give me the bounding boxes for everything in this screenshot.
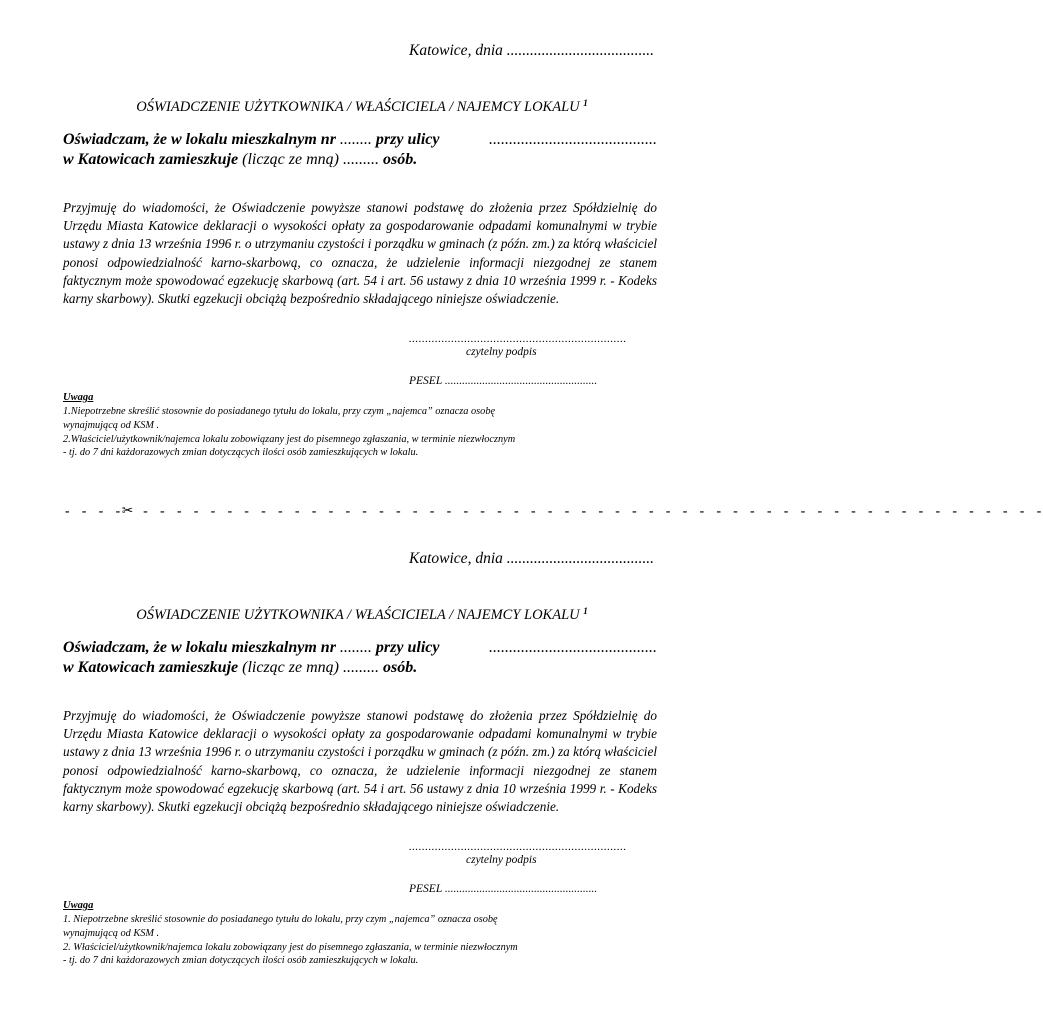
note-line: 2. Właściciel/użytkownik/najemca lokalu zobowiązany jest do pisemnego zgłaszania, w terminie niezwłocznym [63, 941, 518, 953]
declaration-statement [63, 130, 657, 170]
declaration-line-2 [63, 658, 657, 678]
note-line: 1.Niepotrzebne skreślić stosownie do posiadanego tytułu do lokalu, przy czym „najemca” oznacza osobę [63, 406, 496, 417]
note-line: wynajmującą od KSM . [63, 419, 160, 431]
apartment-number-blank: ........ [335, 131, 376, 148]
note-line: 1. Niepotrzebne skreślić stosownie do posiadanego tytułu do lokalu, przy czym „najemca” oznacza osobę [63, 914, 498, 925]
pesel-field: PESEL ..................................................... [409, 883, 598, 895]
title-footnote-marker: 1 [583, 98, 588, 108]
declaration-apartment-label: Oświadczam, że w lokalu mieszkalnym nr [63, 639, 336, 656]
place-date-line: Katowice, dnia ...................................... [409, 42, 654, 59]
scissors-icon: ✂ [122, 500, 133, 521]
declaration-apartment-label: Oświadczam, że w lokalu mieszkalnym nr [63, 131, 336, 148]
declaration-line-1 [63, 638, 657, 658]
note-line: - tj. do 7 dni każdorazowych zmian dotyczących ilości osób zamieszkujących w lokalu. [63, 955, 419, 967]
declaration-street-label: przy ulicy [375, 131, 440, 148]
declaration-residents-label: w Katowicach zamieszkuje [63, 659, 239, 676]
note-line: wynajmującą od KSM . [63, 927, 160, 939]
form-copy-bottom [0, 508, 724, 998]
notes-list [63, 913, 663, 968]
signature-line: ................................................................... [409, 333, 627, 345]
acknowledgement-paragraph: Przyjmuję do wiadomości, że Oświadczenie powyższe stanowi podstawę do złożenia przez Spółdzielnię do Urzędu Miasta Katowice deklaracji o wysokości opłaty za gospodarowanie odpadami komunalnymi w trybie ustawy z dnia 13 września 1996 r. o utrzymaniu czystości i porządku w gminach (z późn. zm.) za którą właściciel ponosi odpowiedzialność karno-skarbową, co oznacza, że udzielenie informacji niezgodnej ze stanem faktycznym może spowodować egzekucję skarbową (art. 54 i art. 56 ustawy z dnia 10 września 1999 r. - Kodeks karny skarbowy). Skutki egzekucji obciążą bezpośrednio składającego niniejsze oświadczenie. [63, 200, 657, 307]
signature-line: ................................................................... [409, 841, 627, 853]
pesel-field: PESEL ..................................................... [409, 375, 598, 387]
form-copy-top [0, 0, 724, 490]
declaration-line-1 [63, 130, 657, 150]
place-date-line: Katowice, dnia ...................................... [409, 550, 654, 567]
note-line: - tj. do 7 dni każdorazowych zmian dotyczących ilości osób zamieszkujących w lokalu. [63, 447, 419, 459]
notes-heading: Uwaga [63, 392, 94, 403]
resident-count-blank: (licząc ze mną) ......... [238, 659, 383, 676]
signature-label: czytelny podpis [466, 854, 537, 866]
apartment-number-blank: ........ [335, 639, 376, 656]
declaration-persons-label: osób. [382, 151, 418, 168]
declaration-statement [63, 638, 657, 678]
declaration-line-2 [63, 150, 657, 170]
cut-line-dashes-left: - - - - [63, 504, 123, 520]
notes-list [63, 405, 663, 460]
cut-line-dashes-right: - - - - - - - - - - - - - - - - - - - - - - - - - - - - - - - - - - - - - - - - - - - - - - - - - - - - - - [132, 504, 1043, 520]
form-title [0, 98, 724, 116]
declaration-persons-label: osób. [382, 659, 418, 676]
form-title-text: OŚWIADCZENIE UŻYTKOWNIKA / WŁAŚCICIELA / NAJEMCY LOKALU [136, 99, 580, 115]
street-name-blank: .......................................... [489, 639, 657, 656]
note-line: 2.Właściciel/użytkownik/najemca lokalu zobowiązany jest do pisemnego zgłaszania, w terminie niezwłocznym [63, 433, 516, 445]
form-title [0, 606, 724, 624]
acknowledgement-paragraph: Przyjmuję do wiadomości, że Oświadczenie powyższe stanowi podstawę do złożenia przez Spółdzielnię do Urzędu Miasta Katowice deklaracji o wysokości opłaty za gospodarowanie odpadami komunalnymi w trybie ustawy z dnia 13 września 1996 r. o utrzymaniu czystości i porządku w gminach (z późn. zm.) za którą właściciel ponosi odpowiedzialność karno-skarbową, co oznacza, że udzielenie informacji niezgodnej ze stanem faktycznym może spowodować egzekucję skarbową (art. 54 i art. 56 ustawy z dnia 10 września 1999 r. - Kodeks karny skarbowy). Skutki egzekucji obciążą bezpośrednio składającego niniejsze oświadczenie. [63, 708, 657, 815]
declaration-residents-label: w Katowicach zamieszkuje [63, 151, 239, 168]
notes-heading: Uwaga [63, 900, 94, 911]
form-title-text: OŚWIADCZENIE UŻYTKOWNIKA / WŁAŚCICIELA / NAJEMCY LOKALU [136, 607, 580, 623]
resident-count-blank: (licząc ze mną) ......... [238, 151, 383, 168]
street-name-blank: .......................................... [489, 131, 657, 148]
declaration-street-label: przy ulicy [375, 639, 440, 656]
signature-label: czytelny podpis [466, 346, 537, 358]
title-footnote-marker: 1 [583, 606, 588, 616]
